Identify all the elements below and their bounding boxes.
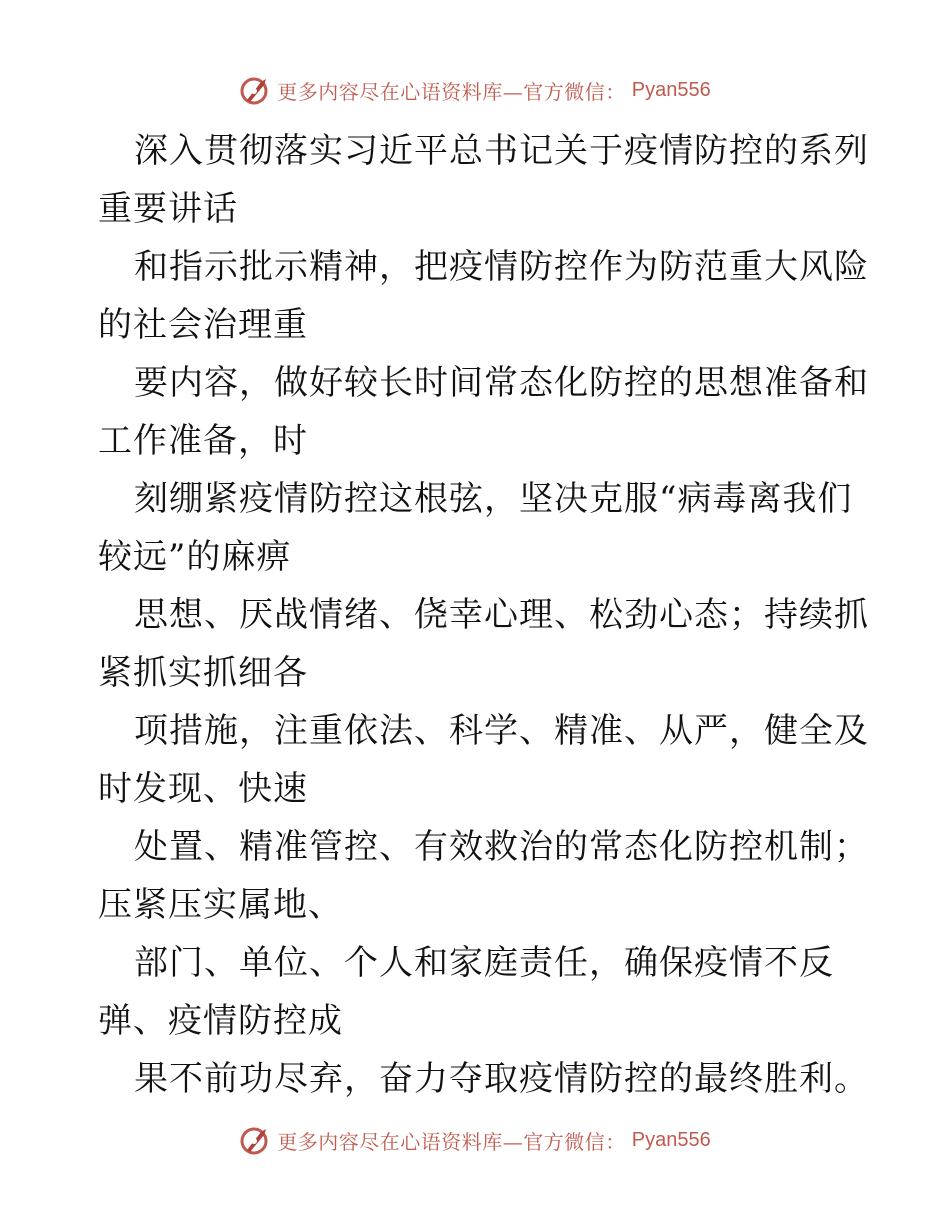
paragraph-line: 较远”的麻痹 xyxy=(98,537,292,577)
paragraph-line: 项措施，注重依法、科学、精准、从严，健全及 xyxy=(134,711,869,751)
paragraph-line: 弹、疫情防控成 xyxy=(98,1001,343,1041)
document-body xyxy=(98,122,869,1108)
pen-nib-circle-icon xyxy=(239,1124,271,1156)
watermark-text: 更多内容尽在心语资料库—官方微信： xyxy=(277,79,626,104)
paragraph-line: 和指示批示精神，把疫情防控作为防范重大风险 xyxy=(134,247,869,287)
paragraph-line: 紧抓实抓细各 xyxy=(98,653,308,693)
paragraph-line: 压紧压实属地、 xyxy=(98,885,343,925)
paragraph-line: 深入贯彻落实习近平总书记关于疫情防控的系列 xyxy=(134,131,869,171)
pen-nib-circle-icon xyxy=(239,74,271,106)
paragraph-line: 要内容，做好较长时间常态化防控的思想准备和 xyxy=(134,363,869,403)
watermark-wechat-id: Pyan556 xyxy=(631,1128,711,1151)
header-watermark xyxy=(0,70,950,110)
paragraph-line: 刻绷紧疫情防控这根弦，坚决克服“病毒离我们 xyxy=(134,479,853,519)
paragraph-line: 重要讲话 xyxy=(98,189,238,229)
watermark-wechat-id: Pyan556 xyxy=(631,78,711,101)
paragraph-line: 果不前功尽弃，奋力夺取疫情防控的最终胜利。 xyxy=(134,1059,869,1099)
paragraph-line: 思想、厌战情绪、侥幸心理、松劲心态；持续抓 xyxy=(134,595,869,635)
paragraph-line: 时发现、快速 xyxy=(98,769,308,809)
watermark-text: 更多内容尽在心语资料库—官方微信： xyxy=(277,1129,626,1154)
paragraph-line: 工作准备，时 xyxy=(98,421,308,461)
footer-watermark xyxy=(0,1120,950,1160)
paragraph-line: 处置、精准管控、有效救治的常态化防控机制； xyxy=(134,827,869,867)
paragraph-line: 部门、单位、个人和家庭责任，确保疫情不反 xyxy=(134,943,834,983)
paragraph-line: 的社会治理重 xyxy=(98,305,308,345)
